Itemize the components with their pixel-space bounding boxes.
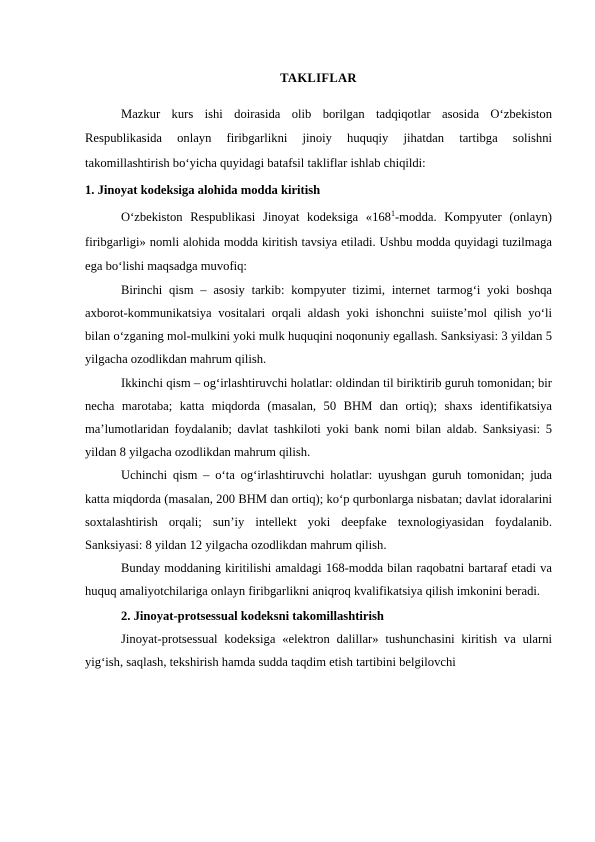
section-1-paragraph-4: Uchinchi qism – o‘ta og‘irlashtiruvchi holatlar: uyushgan guruh tomonidan; juda katta miqdorda (masalan, 200 BHM dan ortiq); ko‘p qurbonlarga nisbatan; davlat idoralarini soxtalashtirish orqali; sun’iy intellekt yoki deepfake texnologiyasidan foydalanib. Sanksiyasi: 8 yildan 12 yilgacha ozodlikdan mahrum qilish. [85, 468, 552, 552]
section-2-paragraph-1: Jinoyat-protsessual kodeksiga «elektron dalillar» tushunchasini kiritish va ularni yig‘ish, saqlash, tekshirish hamda sudda taqdim etish tartibini belgilovchi [85, 632, 552, 670]
section-2-heading: 2. Jinoyat-protsessual kodeksni takomillashtirish [121, 608, 384, 623]
document-body [85, 66, 552, 675]
section-1-paragraph-2: Birinchi qism – asosiy tarkib: kompyuter tizimi, internet tarmog‘i yoki boshqa axborot-kommunikatsiya vositalari orqali aldash yoki ishonchni suiiste’mol qilish yo‘li bilan o‘zganing mol-mulkini yoki mulk huquqini noqonuniy egallash. Sanksiyasi: 3 yildan 5 yilgacha ozodlikdan mahrum qilish. [85, 282, 552, 367]
article-text-after: -modda. Kompyuter (onlayn) firibgarligi» nomli alohida modda kiritish tavsiya etiladi. Ushbu modda quyidagi tuzilmaga ega bo‘lishi maqsadga muvofiq: [85, 209, 552, 274]
article-superscript: 1 [390, 208, 395, 218]
section-1-paragraph-5: Bunday moddaning kiritilishi amaldagi 168-modda bilan raqobatni bartaraf etadi va huquq amaliyotchilariga onlayn firibgarlikni aniqroq kvalifikatsiya qilish imkonini beradi. [85, 561, 552, 599]
article-text-before: O‘zbekiston Respublikasi Jinoyat kodeksiga «168 [121, 209, 391, 224]
intro-paragraph: Mazkur kurs ishi doirasida olib borilgan tadqiqotlar asosida O‘zbekiston Respublikasida onlayn firibgarlikni jinoiy huquqiy jihatdan tartibga solishni takomillashtirish bo‘yicha quyidagi batafsil takliflar ishlab chiqildi: [85, 106, 552, 170]
section-1-paragraph-1 [85, 205, 552, 279]
section-1-heading: 1. Jinoyat kodeksiga alohida modda kiritish [85, 183, 321, 198]
section-1-paragraph-3: Ikkinchi qism – og‘irlashtiruvchi holatlar: oldindan til biriktirib guruh tomonidan; bir necha marotaba; katta miqdorda (masalan, 50 BHM dan ortiq); shaxs identifikatsiya ma’lumotlaridan foydalanib; davlat tashkiloti yoki bank nomi bilan aldab. Sanksiyasi: 5 yildan 8 yilgacha ozodlikdan mahrum qilish. [85, 375, 552, 460]
page-title: TAKLIFLAR [280, 71, 357, 85]
